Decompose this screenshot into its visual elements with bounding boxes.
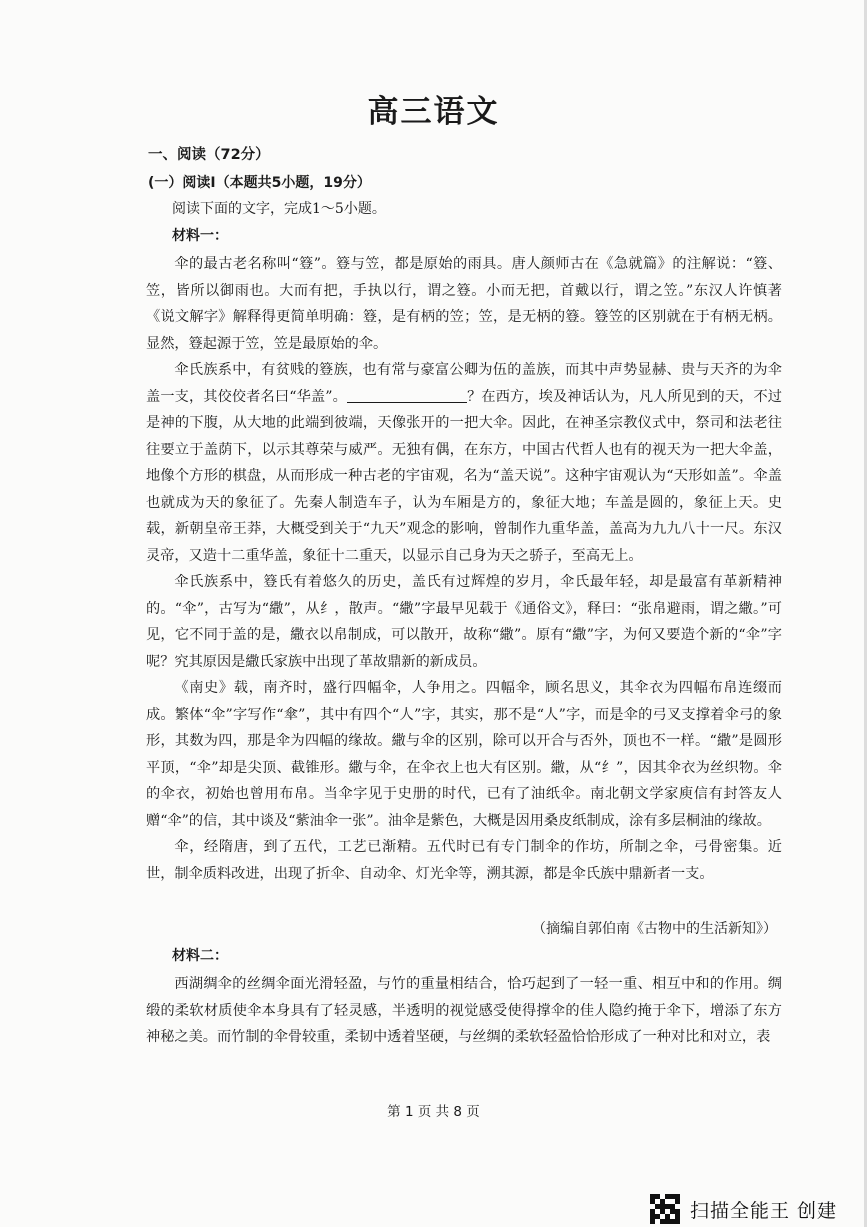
instruction-text: 阅读下面的文字，完成1～5小题。 (172, 201, 386, 217)
paragraph-2 (146, 357, 782, 569)
material-one-body (146, 251, 782, 887)
section-heading: 一、阅读（72分） (148, 147, 270, 163)
material-one-label: 材料一： (172, 228, 228, 244)
material-two-body (146, 971, 782, 1051)
watermark-text: 扫描全能王 创建 (690, 1199, 838, 1222)
paragraph-1: 伞的最古老名称叫“簦”。簦与笠，都是原始的雨具。唐人颜师古在《急就篇》的注解说：“簦、笠，皆所以御雨也。大而有把，手执以行，谓之簦。小而无把，首戴以行，谓之笠。”东汉人许慎著《说文解字》解释得更简单明确：簦，是有柄的笠；笠，是无柄的簦。簦笠的区别就在于有柄无柄。显然，簦起源于笠，笠是最原始的伞。 (146, 256, 782, 352)
paragraph-5: 伞，经隋唐，到了五代，工艺已渐精。五代时已有专门制伞的作坊，所制之伞，弓骨密集。近世，制伞质料改进，出现了折伞、自动伞、灯光伞等，溯其源，都是伞氏族中鼎新者一支。 (146, 839, 782, 882)
page-title: 高三语文 (367, 94, 500, 130)
paragraph-2-part-b: ？在西方，埃及神话认为，凡人所见到的天，不过是神的下腹，从大地的此端到彼端，天像张开的一把大伞。因此，在神圣宗教仪式中，祭司和法老往往要立于盖荫下，以示其尊荣与威严。无独有偶，在东方，中国古代哲人也有的视天为一把大伞盖，地像个方形的棋盘，从而形成一种古老的宇宙观，名为“盖天说”。这种宇宙观认为“天形如盖”。伞盖也就成为天的象征了。先秦人制造车子，认为车厢是方的，象征大地；车盖是圆的，象征上天。史载，新朝皇帝王莽，大概受到关于“九天”观念的影响，曾制作九重华盖，盖高为九九八十一尺。东汉灵帝，又造十二重华盖，象征十二重天，以显示自己身为天之骄子，至高无上。 (146, 388, 782, 564)
fill-in-blank (347, 388, 467, 403)
paragraph-2-part-a: 伞氏族系中，有贫贱的簦族，也有常与豪富公卿为伍的盖族，而其中声势显赫、贵与天齐的为伞盖一支，其佼佼者名曰“华盖”。 (146, 362, 782, 405)
qr-code-icon (650, 1194, 680, 1224)
paragraph-6: 西湖绸伞的丝绸伞面光滑轻盈，与竹的重量相结合，恰巧起到了一轻一重、相互中和的作用。绸缎的柔软材质使伞本身具有了轻灵感，半透明的视觉感受使得撑伞的佳人隐约掩于伞下，增添了东方神秘之美。而竹制的伞骨较重，柔韧中透着坚硬，与丝绸的柔软轻盈恰恰形成了一种对比和对立，表 (146, 976, 782, 1045)
subsection-heading: (一）阅读Ⅰ（本题共5小题，19分） (148, 175, 371, 191)
paragraph-4: 《南史》载，南齐时，盛行四幅伞，人争用之。四幅伞，顾名思义，其伞衣为四幅布帛连缀而成。繁体“伞”字写作“傘”，其中有四个“人”字，其实，那不是“人”字，而是伞的弓叉支撑着伞弓的象形，其数为四，那是伞为四幅的缘故。繖与伞的区别，除可以开合与否外，顶也不一样。“繖”是圆形平顶，“伞”却是尖顶、截锥形。繖与伞，在伞衣上也大有区别。繖，从“纟”，因其伞衣为丝织物。伞的伞衣，初始也曾用布帛。当伞字见于史册的时代，已有了油纸伞。南北朝文学家庾信有封答友人赠“伞”的信，其中谈及“紫油伞一张”。油伞是紫色，大概是因用桑皮纸制成，涂有多层桐油的缘故。 (146, 680, 782, 829)
paragraph-3: 伞氏族系中，簦氏有着悠久的历史，盖氏有过辉煌的岁月，伞氏最年轻，却是最富有革新精神的。“伞”，古写为“繖”，从纟，散声。“繖”字最早见载于《通俗文》，释曰：“张帛避雨，谓之繖。”可见，它不同于盖的是，繖衣以帛制成，可以散开，故称“繖”。原有“繖”字，为何又要造个新的“伞”字呢？究其原因是繖氏家族中出现了革故鼎新的新成员。 (146, 574, 782, 670)
source-citation: （摘编自郭伯南《古物中的生活新知》） (532, 921, 777, 937)
scanner-watermark (650, 1193, 865, 1225)
material-two-label: 材料二： (172, 948, 228, 964)
page-number: 第 1 页 共 8 页 (387, 1104, 480, 1120)
